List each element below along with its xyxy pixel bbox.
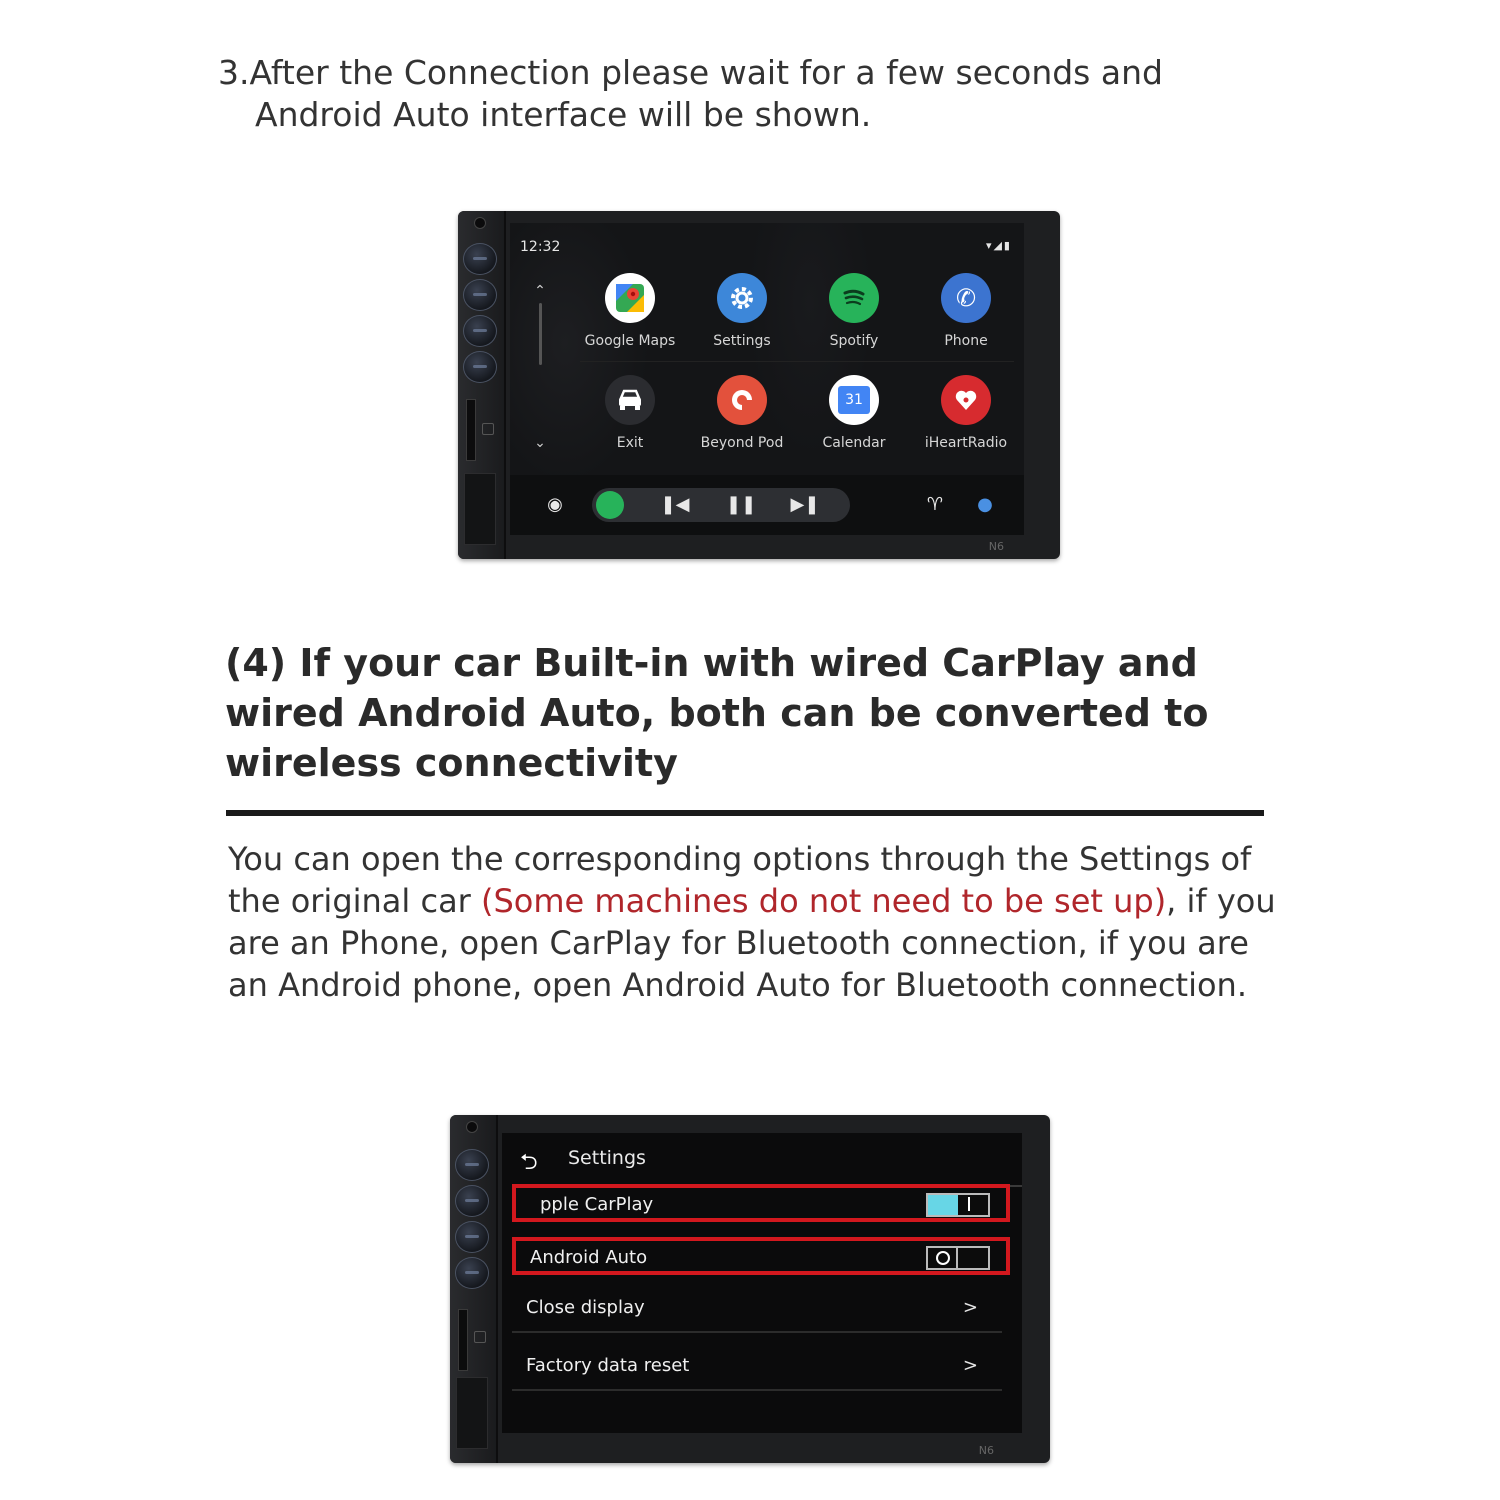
- side-button-2[interactable]: [455, 1185, 489, 1217]
- app-exit[interactable]: [574, 375, 686, 451]
- usb-port: [464, 473, 496, 545]
- back-arrow-icon[interactable]: ⮌: [520, 1150, 538, 1175]
- microphone-icon[interactable]: ●: [977, 494, 993, 515]
- scroll-up-icon[interactable]: ⌃: [534, 283, 546, 299]
- spotify-icon: [829, 273, 879, 323]
- head-unit-side-panel: [450, 1115, 498, 1463]
- app-beyond-pod[interactable]: [686, 375, 798, 451]
- side-button-1[interactable]: [463, 243, 497, 275]
- pause-icon[interactable]: ❚❚: [726, 494, 757, 515]
- android-auto-screen: [510, 223, 1024, 535]
- settings-screen: [502, 1133, 1022, 1433]
- reset-hole: [482, 423, 494, 435]
- toggle-fill: [956, 1248, 988, 1268]
- paragraph-note-red: (Some machines do not need to be set up): [481, 882, 1167, 920]
- reset-hole: [474, 1331, 486, 1343]
- head-unit-android-auto: [458, 211, 1060, 559]
- scroll-track[interactable]: [539, 303, 542, 365]
- clock: 12:32: [520, 239, 561, 255]
- app-label: iHeartRadio: [924, 435, 1008, 451]
- media-bar: [510, 475, 1024, 535]
- paragraph-part-1: You can open the corresponding options through the Settings of the original car: [228, 840, 1252, 920]
- side-button-3[interactable]: [455, 1221, 489, 1253]
- app-label: Exit: [616, 435, 644, 451]
- app-label: Beyond Pod: [700, 435, 784, 451]
- mic-hole: [474, 217, 486, 229]
- phone-icon: ✆: [941, 273, 991, 323]
- calendar-icon: [829, 375, 879, 425]
- section-4-paragraph: [228, 838, 1288, 1006]
- home-icon[interactable]: ◉: [547, 494, 563, 515]
- settings-row-factory-reset[interactable]: [512, 1349, 1010, 1387]
- side-button-1[interactable]: [455, 1149, 489, 1181]
- row-label: Close display: [526, 1297, 645, 1318]
- app-google-maps[interactable]: [574, 273, 686, 349]
- app-label: Calendar: [822, 435, 886, 451]
- bell-icon[interactable]: ♈: [926, 494, 944, 515]
- app-settings[interactable]: [686, 273, 798, 349]
- side-button-3[interactable]: [463, 315, 497, 347]
- section-4-heading: (4) If your car Built-in with wired CarPlay and wired Android Auto, both can be converted to wireless connectivity: [225, 641, 1209, 785]
- app-iheartradio[interactable]: [910, 375, 1022, 451]
- app-label: Spotify: [829, 333, 879, 349]
- row-divider: [512, 1331, 1002, 1333]
- paragraph-part-2: , if you are an Phone, open CarPlay for Bluetooth connection, if you are an Android phone, open Android Auto for Bluetooth connection.: [228, 882, 1276, 1004]
- beyondpod-icon: [717, 375, 767, 425]
- toggle-fill: [928, 1195, 958, 1215]
- previous-track-icon[interactable]: ❚◀: [660, 494, 690, 515]
- settings-title: Settings: [568, 1147, 646, 1169]
- head-unit-side-panel: [458, 211, 506, 559]
- row-divider: [580, 361, 1014, 362]
- android-auto-toggle[interactable]: [926, 1246, 990, 1270]
- settings-row-apple-carplay[interactable]: [512, 1184, 1010, 1222]
- carplay-toggle[interactable]: [926, 1193, 990, 1217]
- app-label: Phone: [944, 333, 988, 349]
- iheartradio-icon: [941, 375, 991, 425]
- card-slot: [466, 399, 476, 461]
- status-icons: ▾◢▮: [985, 239, 1012, 252]
- settings-header: [502, 1133, 1022, 1183]
- toggle-on-mark: [968, 1197, 970, 1211]
- chevron-right-icon: >: [962, 1297, 978, 1318]
- gear-icon: [717, 273, 767, 323]
- step-3-line-2: Android Auto interface will be shown.: [255, 95, 872, 134]
- card-slot: [458, 1309, 468, 1371]
- app-label: Settings: [713, 333, 771, 349]
- row-label: Factory data reset: [526, 1355, 690, 1376]
- next-track-icon[interactable]: ▶❚: [790, 494, 820, 515]
- head-unit-settings: [450, 1115, 1050, 1463]
- model-label: N6: [978, 1444, 994, 1457]
- step-3-line-1: 3.After the Connection please wait for a few seconds and: [218, 53, 1163, 92]
- settings-row-close-display[interactable]: [512, 1291, 1010, 1329]
- row-divider: [512, 1389, 1002, 1391]
- toggle-off-mark: [936, 1251, 950, 1265]
- car-icon: [605, 375, 655, 425]
- calendar-day: 31: [838, 386, 870, 414]
- app-phone[interactable]: [910, 273, 1022, 349]
- settings-row-android-auto[interactable]: [512, 1237, 1010, 1275]
- app-label: Google Maps: [584, 333, 676, 349]
- chevron-right-icon: >: [962, 1355, 978, 1376]
- app-spotify[interactable]: [798, 273, 910, 349]
- mic-hole: [466, 1121, 478, 1133]
- row-label: pple CarPlay: [540, 1194, 654, 1215]
- model-label: N6: [988, 540, 1004, 553]
- scroll-down-icon[interactable]: ⌄: [534, 435, 546, 451]
- side-button-2[interactable]: [463, 279, 497, 311]
- app-calendar[interactable]: [798, 375, 910, 451]
- google-maps-icon: [605, 273, 655, 323]
- spotify-mini-icon[interactable]: [592, 488, 628, 522]
- usb-port: [456, 1377, 488, 1449]
- row-label: Android Auto: [530, 1247, 648, 1268]
- side-button-4[interactable]: [463, 351, 497, 383]
- side-button-4[interactable]: [455, 1257, 489, 1289]
- section-divider: [226, 810, 1264, 816]
- step-3-instruction: [218, 52, 1163, 136]
